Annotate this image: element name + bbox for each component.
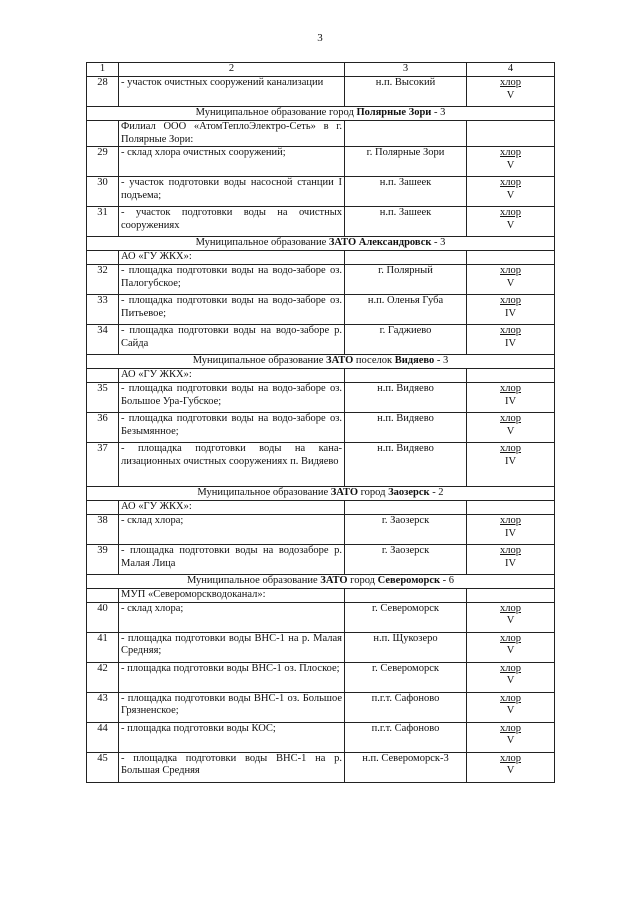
facility-location: н.п. Зашеек [345, 177, 467, 207]
table-row [87, 602, 555, 632]
section-name: ЗАТО [330, 486, 358, 498]
hazard-class: V [506, 220, 515, 232]
organization-name: Филиал ООО «АтомТеплоЭлектро-Сеть» в г. Полярные Зори: [119, 120, 345, 147]
facility-name: - площадка подготовки воды ВНС-1 на р. Большая Средняя [119, 752, 345, 782]
section-name: ЗАТО [320, 574, 348, 586]
table-body [87, 63, 555, 783]
facility-location: н.п. Щукозеро [345, 632, 467, 662]
header-cell: 1 [87, 63, 119, 77]
table-row [87, 147, 555, 177]
hazard-class: V [506, 675, 515, 687]
facility-location: п.г.т. Сафоново [345, 722, 467, 752]
section-mid: город [357, 486, 389, 498]
row-number: 30 [87, 177, 119, 207]
facility-location: г. Североморск [345, 662, 467, 692]
table-row [87, 632, 555, 662]
row-number: 33 [87, 295, 119, 325]
row-number: 39 [87, 544, 119, 574]
table-row [87, 722, 555, 752]
row-number: 44 [87, 722, 119, 752]
facility-name: - участок подготовки воды насосной станции I подъема; [119, 177, 345, 207]
hazard-cell [467, 265, 555, 295]
section-count: - 3 [434, 355, 449, 367]
section-mid: поселок [353, 355, 395, 367]
hazard-substance: хлор [500, 632, 521, 644]
table-row [87, 442, 555, 486]
table-row [87, 265, 555, 295]
section-prefix: Муниципальное образование [197, 486, 331, 498]
organization-name: МУП «Североморскводоканал»: [119, 588, 345, 602]
hazard-class: V [506, 89, 515, 101]
facility-location: г. Гаджиево [345, 325, 467, 355]
hazard-cell [467, 76, 555, 106]
facility-name: - площадка подготовки воды на водо-заборе оз. Питьевое; [119, 295, 345, 325]
hazard-cell [467, 514, 555, 544]
header-cell: 4 [467, 63, 555, 77]
facility-location: н.п. Видяево [345, 442, 467, 486]
section-name: Полярные Зори [356, 106, 432, 118]
empty-cell [467, 500, 555, 514]
hazard-cell [467, 382, 555, 412]
page-number: 3 [317, 32, 323, 44]
facility-location: н.п. Зашеек [345, 207, 467, 237]
facility-name: - площадка подготовки воды ВНС-1 оз. Плоское; [119, 662, 345, 692]
hazard-class: V [506, 705, 515, 717]
hazard-class: V [506, 160, 515, 172]
hazard-class: V [506, 190, 515, 202]
organization-name: АО «ГУ ЖКХ»: [119, 369, 345, 383]
section-prefix: Муниципальное образование [186, 574, 321, 586]
organization-row [87, 588, 555, 602]
section-mid: - 3 [431, 106, 446, 118]
hazard-substance: хлор [500, 325, 521, 337]
facility-location: г. Заозерск [345, 514, 467, 544]
facility-name: - участок очистных сооружений канализации [119, 76, 345, 106]
hazard-cell [467, 662, 555, 692]
empty-cell [345, 251, 467, 265]
section-title [87, 574, 555, 588]
hazard-cell [467, 722, 555, 752]
table-row [87, 295, 555, 325]
hazard-substance: хлор [500, 147, 521, 159]
facility-name: - площадка подготовки воды на водо-заборе оз. Палогубское; [119, 265, 345, 295]
facility-location: г. Полярный [345, 265, 467, 295]
hazard-substance: хлор [500, 692, 521, 704]
hazard-substance: хлор [500, 207, 521, 219]
header-cell: 3 [345, 63, 467, 77]
hazard-class: V [506, 425, 515, 437]
row-number: 36 [87, 412, 119, 442]
facility-name: - склад хлора; [119, 514, 345, 544]
hazard-substance: хлор [500, 752, 521, 764]
section-prefix: Муниципальное образование город [195, 106, 357, 118]
table-row [87, 752, 555, 782]
section-name: ЗАТО [326, 355, 354, 367]
empty-cell [87, 369, 119, 383]
empty-cell [467, 369, 555, 383]
organization-row [87, 500, 555, 514]
row-number: 43 [87, 692, 119, 722]
hazardous-facilities-table [86, 62, 555, 783]
row-number: 42 [87, 662, 119, 692]
hazard-cell [467, 325, 555, 355]
empty-cell [87, 251, 119, 265]
row-number: 35 [87, 382, 119, 412]
hazard-cell [467, 442, 555, 486]
facility-location: н.п. Видяево [345, 412, 467, 442]
section-row [87, 486, 555, 500]
facility-name: - площадка подготовки воды на водо-заборе оз. Большое Ура-Губское; [119, 382, 345, 412]
hazard-class: IV [504, 557, 517, 569]
table-row [87, 692, 555, 722]
organization-row [87, 369, 555, 383]
hazard-substance: хлор [500, 265, 521, 277]
empty-cell [467, 251, 555, 265]
section-name-2: Видяево [394, 355, 435, 367]
row-number: 29 [87, 147, 119, 177]
table-row [87, 412, 555, 442]
hazard-class: IV [504, 527, 517, 539]
table-row [87, 382, 555, 412]
hazard-cell [467, 692, 555, 722]
table-row [87, 514, 555, 544]
facility-name: - площадка подготовки воды на водо-заборе оз. Безымянное; [119, 412, 345, 442]
hazard-substance: хлор [500, 412, 521, 424]
empty-cell [87, 588, 119, 602]
organization-row [87, 251, 555, 265]
table-row [87, 177, 555, 207]
hazard-class: V [506, 645, 515, 657]
facility-name: - склад хлора; [119, 602, 345, 632]
table-row [87, 544, 555, 574]
table-row [87, 207, 555, 237]
section-title [87, 355, 555, 369]
empty-cell [467, 120, 555, 147]
hazard-substance: хлор [500, 602, 521, 614]
table-row [87, 325, 555, 355]
section-prefix: Муниципальное образование [195, 237, 329, 249]
hazard-cell [467, 177, 555, 207]
hazard-class: IV [504, 455, 517, 467]
hazard-class: V [506, 615, 515, 627]
hazard-substance: хлор [500, 177, 521, 189]
row-number: 28 [87, 76, 119, 106]
organization-row [87, 120, 555, 147]
facility-location: г. Полярные Зори [345, 147, 467, 177]
row-number: 41 [87, 632, 119, 662]
hazard-class: IV [504, 395, 517, 407]
hazard-cell [467, 207, 555, 237]
hazard-cell [467, 147, 555, 177]
section-row [87, 574, 555, 588]
section-row [87, 237, 555, 251]
empty-cell [345, 500, 467, 514]
hazard-cell [467, 295, 555, 325]
hazard-class: IV [504, 307, 517, 319]
hazard-class: V [506, 735, 515, 747]
hazard-class: V [506, 277, 515, 289]
section-prefix: Муниципальное образование [192, 355, 327, 367]
section-name-2: Североморск [377, 574, 441, 586]
empty-cell [345, 120, 467, 147]
row-number: 38 [87, 514, 119, 544]
facility-location: н.п. Оленья Губа [345, 295, 467, 325]
facility-location: п.г.т. Сафоново [345, 692, 467, 722]
hazard-substance: хлор [500, 662, 521, 674]
section-title [87, 237, 555, 251]
hazard-substance: хлор [500, 76, 521, 88]
facility-location: г. Заозерск [345, 544, 467, 574]
facility-name: - площадка подготовки воды ВНС-1 оз. Большое Грязненское; [119, 692, 345, 722]
row-number: 34 [87, 325, 119, 355]
hazard-class: V [506, 765, 515, 777]
header-cell: 2 [119, 63, 345, 77]
row-number: 31 [87, 207, 119, 237]
facility-name: - площадка подготовки воды на кана-лизационных очистных сооружениях п. Видяево [119, 442, 345, 486]
section-count: - 6 [440, 574, 455, 586]
facility-name: - площадка подготовки воды ВНС-1 на р. Малая Средняя; [119, 632, 345, 662]
organization-name: АО «ГУ ЖКХ»: [119, 251, 345, 265]
section-row [87, 355, 555, 369]
facility-name: - площадка подготовки воды на водо-заборе р. Сайда [119, 325, 345, 355]
hazard-cell [467, 752, 555, 782]
hazard-substance: хлор [500, 442, 521, 454]
hazard-cell [467, 602, 555, 632]
section-title [87, 106, 555, 120]
empty-cell [87, 500, 119, 514]
section-row [87, 106, 555, 120]
section-name-2: Заозерск [388, 486, 430, 498]
hazard-substance: хлор [500, 514, 521, 526]
table-header-row [87, 63, 555, 77]
section-name: ЗАТО Александровск [328, 237, 432, 249]
organization-name: АО «ГУ ЖКХ»: [119, 500, 345, 514]
section-mid: город [347, 574, 378, 586]
row-number: 32 [87, 265, 119, 295]
facility-name: - склад хлора очистных сооружений; [119, 147, 345, 177]
row-number: 45 [87, 752, 119, 782]
row-number: 40 [87, 602, 119, 632]
empty-cell [345, 588, 467, 602]
hazard-substance: хлор [500, 544, 521, 556]
section-mid: - 3 [431, 237, 446, 249]
hazard-substance: хлор [500, 382, 521, 394]
facility-location: н.п. Высокий [345, 76, 467, 106]
hazard-substance: хлор [500, 295, 521, 307]
empty-cell [87, 120, 119, 147]
facility-name: - участок подготовки воды на очистных сооружениях [119, 207, 345, 237]
facility-location: н.п. Североморск-3 [345, 752, 467, 782]
row-number: 37 [87, 442, 119, 486]
table-row [87, 76, 555, 106]
empty-cell [345, 369, 467, 383]
empty-cell [467, 588, 555, 602]
section-count: - 2 [429, 486, 444, 498]
hazard-substance: хлор [500, 722, 521, 734]
hazard-cell [467, 412, 555, 442]
facility-location: г. Североморск [345, 602, 467, 632]
facility-name: - площадка подготовки воды КОС; [119, 722, 345, 752]
facility-location: н.п. Видяево [345, 382, 467, 412]
table-row [87, 662, 555, 692]
hazard-cell [467, 544, 555, 574]
hazard-cell [467, 632, 555, 662]
hazard-class: IV [504, 337, 517, 349]
facility-name: - площадка подготовки воды на водозаборе р. Малая Лица [119, 544, 345, 574]
section-title [87, 486, 555, 500]
